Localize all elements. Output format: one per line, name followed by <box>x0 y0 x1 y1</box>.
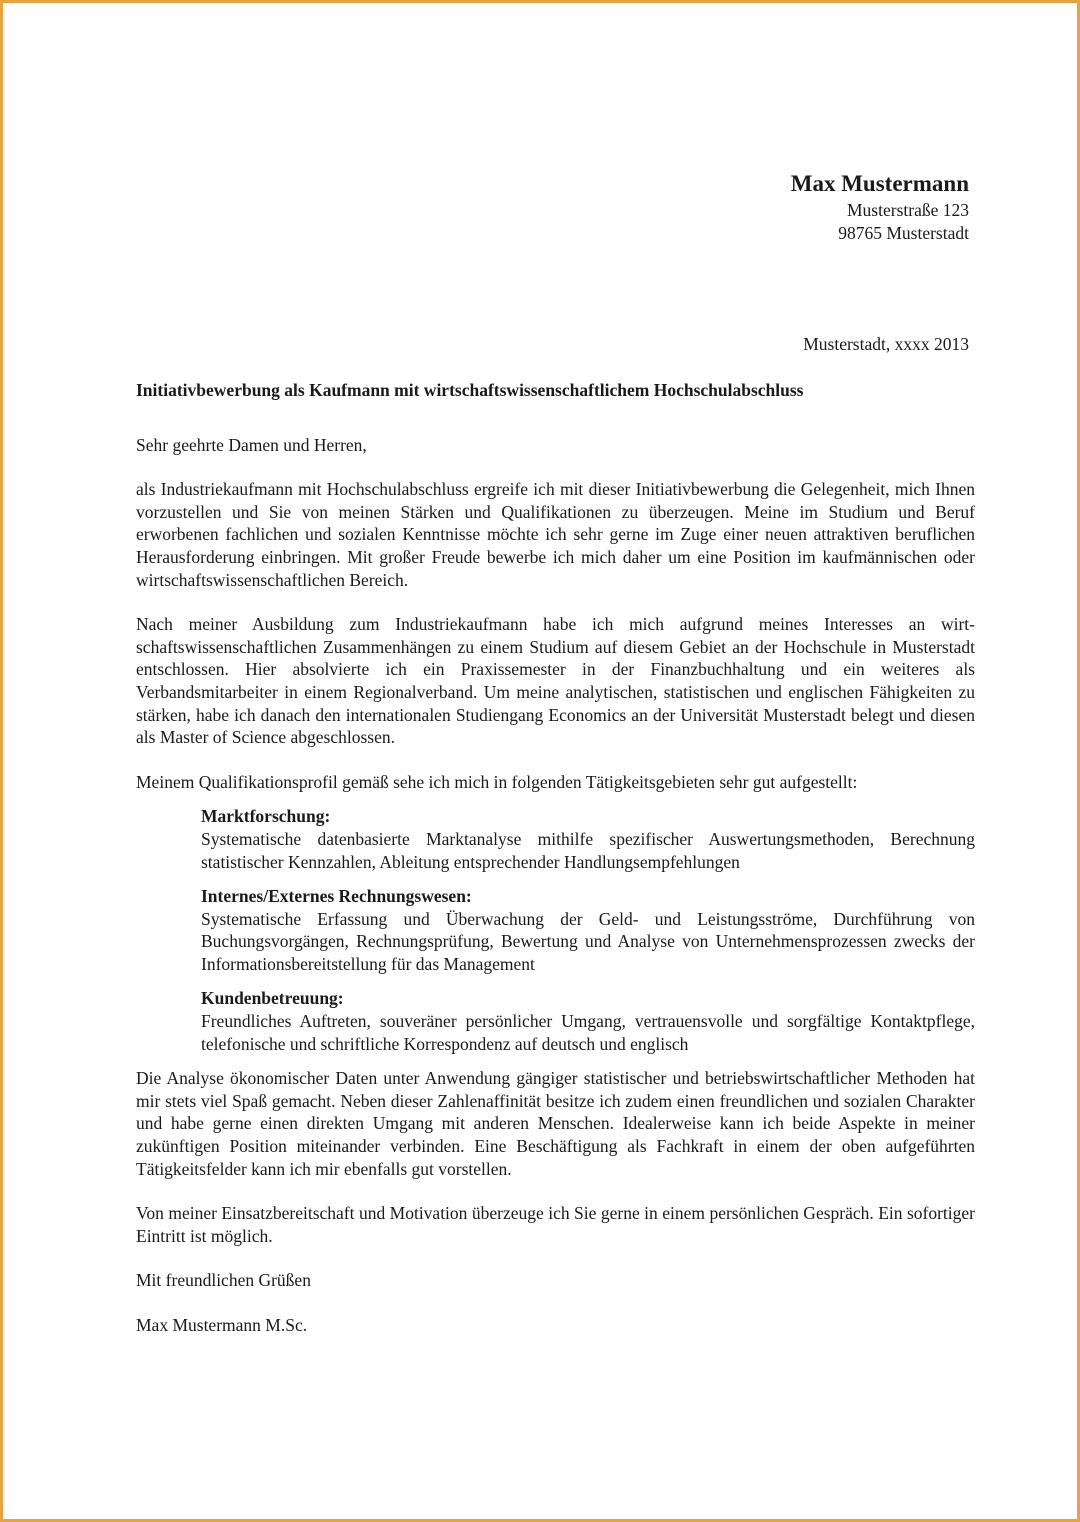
qualification-text: Freundliches Auftreten, souveräner persönlicher Umgang, vertrauensvolle und sorgfältige Kontaktpflege, telefonische und schriftliche Korrespondenz auf deutsch und englisch <box>201 1011 975 1054</box>
qualification-text: Systematische Erfassung und Überwachung der Geld- und Leistungsströme, Durchführung von Buchungsvorgängen, Rechnungsprüfung, Bewertung und Analyse von Unternehmensprozessen zwecks der Informationsbereitstellung für das Management <box>201 908 975 974</box>
qualification-item <box>201 885 975 975</box>
body-paragraph: Die Analyse ökonomischer Daten unter Anwendung gängiger statistischer und betriebswirtschaftlicher Methoden hat mir stets viel Spaß gemacht. Neben dieser Zahlenaffinität besitze ich zudem einen freundlichen und sozialen Charakter und habe gerne einen direkten Umgang mit anderen Menschen. Idealerweise kann ich beide Aspekte in meiner zukünftigen Position miteinander verbinden. Eine Beschäftigung als Fachkraft in einem der oben aufgeführten Tätigkeitsfelder kann ich mir ebenfalls gut vorstellen. <box>136 1068 975 1179</box>
sender-block <box>791 169 969 245</box>
qualification-title: Marktforschung: <box>201 806 331 827</box>
letter-date: Musterstadt, xxxx 2013 <box>803 334 969 354</box>
body-paragraph: Nach meiner Ausbildung zum Industriekaufmann habe ich mich aufgrund meines Interesses an wirtschaftswissenschaftlichen Zusammenhängen zu einem Studium auf diesem Gebiet an der Hochschule in Musterstadt entschlossen. Hier absolvierte ich ein Praxissemester in der Finanzbuchhaltung und ein weiteres als Verbandsmitarbeiter in einem Regionalverband. Um meine analytischen, statistischen und englischen Fähigkeiten zu stärken, habe ich danach den internationalen Studiengang Economics an der Universität Musterstadt belegt und diesen als Master of Science abgeschlossen. <box>136 614 975 748</box>
qualification-item <box>201 987 975 1055</box>
letter-closing: Mit freundlichen Grüßen <box>136 1270 311 1291</box>
letter-body <box>136 379 975 1337</box>
qualification-item <box>201 805 975 873</box>
letter-signature: Max Mustermann M.Sc. <box>136 1315 308 1335</box>
letter-subject: Initiativbewerbung als Kaufmann mit wirtschaftswissenschaftlichem Hochschulabschluss <box>136 380 804 400</box>
qualification-title: Kundenbetreuung: <box>201 988 344 1009</box>
body-paragraph: Von meiner Einsatzbereitschaft und Motivation überzeuge ich Sie gerne in einem persönlichen Gespräch. Ein sofortiger Eintritt ist möglich. <box>136 1203 975 1246</box>
qualification-title: Internes/Externes Rechnungswesen: <box>201 886 472 907</box>
sender-street: Musterstraße 123 <box>847 200 969 220</box>
sender-city: 98765 Musterstadt <box>838 223 969 243</box>
sender-name: Max Mustermann <box>790 171 969 196</box>
body-paragraph: Meinem Qualifikationsprofil gemäß sehe ich mich in folgenden Tätigkeitsgebieten sehr gut aufgestellt: <box>136 771 858 792</box>
letter-salutation: Sehr geehrte Damen und Herren, <box>136 434 367 455</box>
body-paragraph: als Industriekaufmann mit Hochschulabschluss ergreife ich mit dieser Initiativbewerbung die Gelegenheit, mich Ihnen vorzustellen und Sie von meinen Stärken und Qualifikationen zu überzeugen. Meine im Studium und Beruf erworbenen fachlichen und sozialen Kenntnisse möchte ich sehr gerne im Zuge einer neuen attraktiven beruflichen Herausforderung einbringen. Mit großer Freude bewerbe ich mich daher um eine Position im kaufmännischen oder wirtschaftswissenschaftlichen Bereich. <box>136 479 975 590</box>
qualification-text: Systematische datenbasierte Marktanalyse mithilfe spezifischer Auswertungsmethoden, Berechnung statistischer Kennzahlen, Ableitung entsprechender Handlungsempfehlungen <box>201 828 975 872</box>
